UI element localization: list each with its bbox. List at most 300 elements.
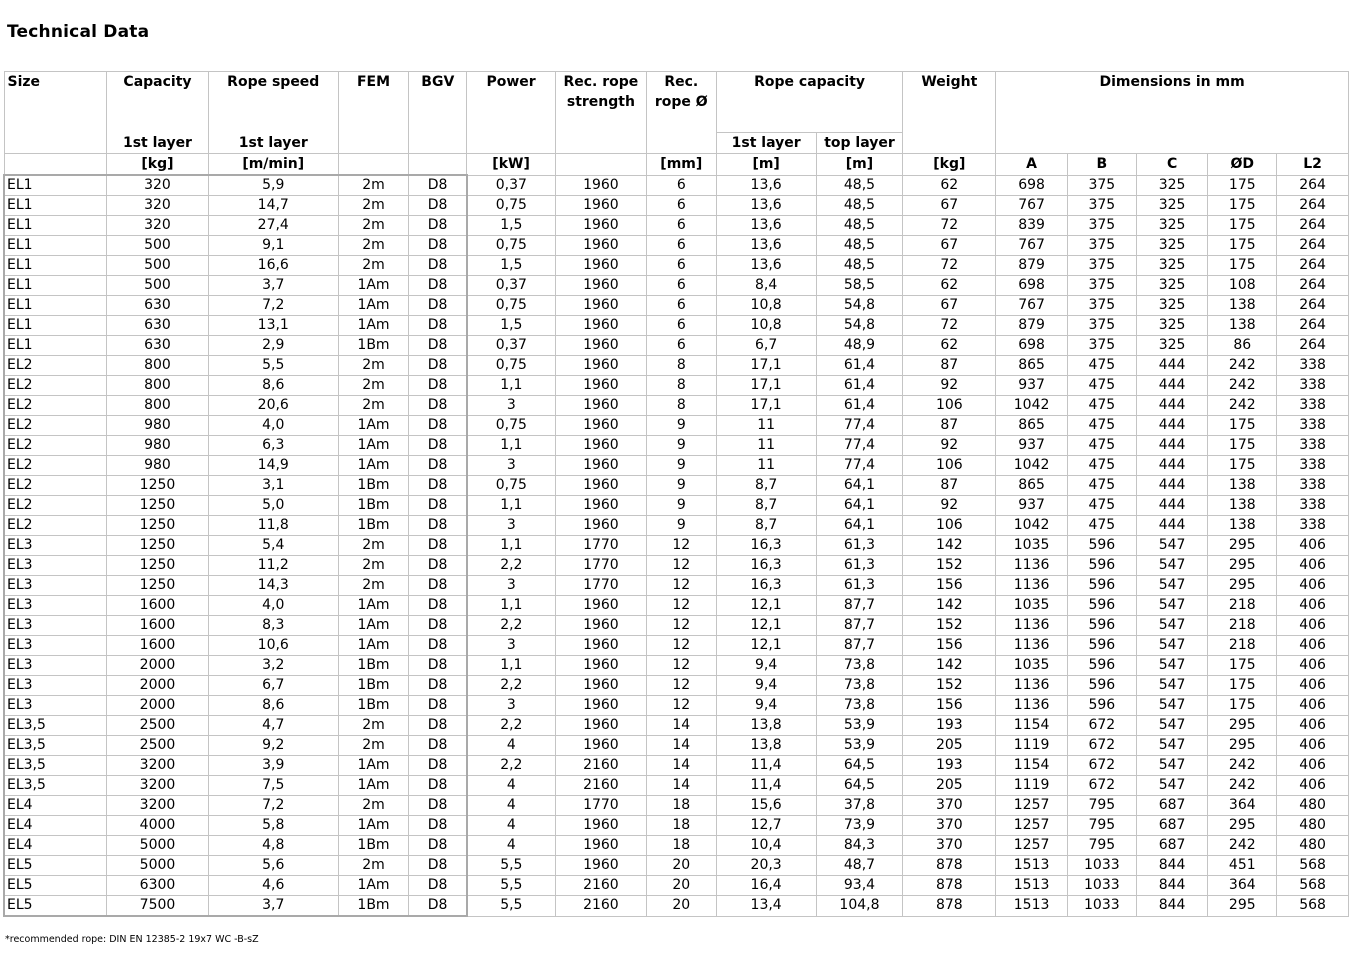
table-cell: 1033 xyxy=(1067,896,1136,917)
table-cell: 14 xyxy=(646,716,716,736)
table-cell: 5,6 xyxy=(208,856,338,876)
table-cell: 1,1 xyxy=(467,656,556,676)
table-cell: 242 xyxy=(1208,756,1277,776)
table-row xyxy=(4,336,1349,356)
table-cell: 444 xyxy=(1136,456,1208,476)
table-cell: D8 xyxy=(409,516,467,536)
technical-data-table xyxy=(3,71,1349,917)
table-cell: 596 xyxy=(1067,676,1136,696)
table-cell: 1,1 xyxy=(467,496,556,516)
table-cell: EL2 xyxy=(4,416,107,436)
table-cell: 4 xyxy=(467,836,556,856)
table-cell: 64,1 xyxy=(816,516,903,536)
table-cell: 937 xyxy=(996,496,1068,516)
unit-cell: [m] xyxy=(816,154,903,176)
table-row xyxy=(4,856,1349,876)
table-cell: EL2 xyxy=(4,396,107,416)
table-cell: D8 xyxy=(409,396,467,416)
table-cell: 264 xyxy=(1277,196,1349,216)
table-cell: 3,1 xyxy=(208,476,338,496)
unit-cell: [kg] xyxy=(903,154,996,176)
unit-cell: [kW] xyxy=(467,154,556,176)
table-cell: 1513 xyxy=(996,896,1068,917)
table-cell: 11,4 xyxy=(716,756,816,776)
table-cell: 0,75 xyxy=(467,196,556,216)
table-cell: 630 xyxy=(107,336,209,356)
table-cell: 320 xyxy=(107,175,209,196)
table-cell: 295 xyxy=(1208,896,1277,917)
table-cell: D8 xyxy=(409,456,467,476)
table-cell: 1960 xyxy=(555,276,646,296)
table-cell: 375 xyxy=(1067,175,1136,196)
table-cell: 338 xyxy=(1277,436,1349,456)
table-cell: 2m xyxy=(338,396,409,416)
table-cell: 547 xyxy=(1136,536,1208,556)
table-cell: 1960 xyxy=(555,676,646,696)
table-cell: 106 xyxy=(903,396,996,416)
table-cell: 11 xyxy=(716,436,816,456)
table-cell: 1,5 xyxy=(467,316,556,336)
table-cell: 1Am xyxy=(338,316,409,336)
table-cell: 937 xyxy=(996,436,1068,456)
table-cell: 12,7 xyxy=(716,816,816,836)
table-cell: 1,1 xyxy=(467,436,556,456)
table-cell: 480 xyxy=(1277,816,1349,836)
table-cell: 175 xyxy=(1208,676,1277,696)
table-cell: 338 xyxy=(1277,456,1349,476)
table-cell: 1960 xyxy=(555,616,646,636)
table-cell: 138 xyxy=(1208,516,1277,536)
table-cell: 9 xyxy=(646,476,716,496)
table-cell: 11 xyxy=(716,456,816,476)
table-cell: 475 xyxy=(1067,436,1136,456)
table-cell: 205 xyxy=(903,736,996,756)
table-cell: 15,6 xyxy=(716,796,816,816)
table-cell: 1Am xyxy=(338,636,409,656)
table-cell: 16,3 xyxy=(716,536,816,556)
table-cell: 10,4 xyxy=(716,836,816,856)
table-cell: 264 xyxy=(1277,336,1349,356)
table-row xyxy=(4,476,1349,496)
header-dimensions: Dimensions in mm xyxy=(996,72,1349,154)
table-cell: 5,5 xyxy=(208,356,338,376)
table-cell: 242 xyxy=(1208,396,1277,416)
table-cell: 687 xyxy=(1136,796,1208,816)
table-cell: 6,7 xyxy=(716,336,816,356)
table-cell: D8 xyxy=(409,496,467,516)
table-cell: 20,3 xyxy=(716,856,816,876)
table-row xyxy=(4,696,1349,716)
table-cell: 7,2 xyxy=(208,796,338,816)
table-cell: 72 xyxy=(903,216,996,236)
table-cell: 86 xyxy=(1208,336,1277,356)
table-cell: 295 xyxy=(1208,736,1277,756)
table-cell: 844 xyxy=(1136,876,1208,896)
header-rope-speed-sub: 1st layer xyxy=(238,135,308,151)
table-cell: 13,8 xyxy=(716,716,816,736)
table-cell: 16,3 xyxy=(716,576,816,596)
table-cell: 4 xyxy=(467,816,556,836)
table-cell: 444 xyxy=(1136,476,1208,496)
table-cell: EL1 xyxy=(4,276,107,296)
table-cell: D8 xyxy=(409,336,467,356)
table-cell: 672 xyxy=(1067,776,1136,796)
table-cell: 1042 xyxy=(996,396,1068,416)
table-cell: 61,4 xyxy=(816,396,903,416)
page-title: Technical Data xyxy=(7,22,150,42)
table-cell: 1Am xyxy=(338,776,409,796)
table-cell: 844 xyxy=(1136,896,1208,917)
table-cell: 1770 xyxy=(555,576,646,596)
table-row xyxy=(4,296,1349,316)
header-capacity xyxy=(107,72,209,154)
table-cell: 2m xyxy=(338,736,409,756)
table-cell: EL3,5 xyxy=(4,736,107,756)
unit-cell: ØD xyxy=(1208,154,1277,176)
table-cell: 156 xyxy=(903,636,996,656)
table-cell: 5,5 xyxy=(467,876,556,896)
table-cell: 375 xyxy=(1067,276,1136,296)
table-cell: 4,6 xyxy=(208,876,338,896)
unit-cell: [m] xyxy=(716,154,816,176)
table-cell: 767 xyxy=(996,236,1068,256)
table-cell: 175 xyxy=(1208,175,1277,196)
table-cell: 672 xyxy=(1067,756,1136,776)
table-cell: 54,8 xyxy=(816,316,903,336)
table-cell: 3,2 xyxy=(208,656,338,676)
table-cell: 264 xyxy=(1277,236,1349,256)
header-bgv: BGV xyxy=(409,72,467,154)
table-cell: 1042 xyxy=(996,516,1068,536)
table-cell: 2m xyxy=(338,796,409,816)
table-cell: 9 xyxy=(646,416,716,436)
table-cell: 12 xyxy=(646,596,716,616)
table-cell: 6300 xyxy=(107,876,209,896)
table-cell: 9 xyxy=(646,496,716,516)
table-cell: 698 xyxy=(996,175,1068,196)
table-row xyxy=(4,816,1349,836)
table-cell: 1960 xyxy=(555,436,646,456)
table-cell: 1257 xyxy=(996,796,1068,816)
table-cell: 375 xyxy=(1067,256,1136,276)
table-cell: 152 xyxy=(903,676,996,696)
table-cell: 64,1 xyxy=(816,476,903,496)
table-cell: 6 xyxy=(646,175,716,196)
table-cell: 67 xyxy=(903,236,996,256)
table-cell: 980 xyxy=(107,416,209,436)
table-cell: 568 xyxy=(1277,856,1349,876)
table-cell: 767 xyxy=(996,296,1068,316)
table-cell: 1600 xyxy=(107,616,209,636)
table-cell: 1960 xyxy=(555,396,646,416)
table-cell: 242 xyxy=(1208,836,1277,856)
table-cell: 138 xyxy=(1208,296,1277,316)
table-cell: 156 xyxy=(903,696,996,716)
table-cell: 1Bm xyxy=(338,476,409,496)
table-cell: 242 xyxy=(1208,356,1277,376)
table-cell: 6 xyxy=(646,236,716,256)
table-cell: 547 xyxy=(1136,576,1208,596)
table-row xyxy=(4,756,1349,776)
table-cell: D8 xyxy=(409,296,467,316)
table-cell: 1035 xyxy=(996,536,1068,556)
table-cell: 92 xyxy=(903,496,996,516)
table-cell: 8,3 xyxy=(208,616,338,636)
table-cell: 37,8 xyxy=(816,796,903,816)
table-row xyxy=(4,316,1349,336)
table-cell: 72 xyxy=(903,316,996,336)
table-cell: 800 xyxy=(107,356,209,376)
table-cell: D8 xyxy=(409,256,467,276)
table-cell: 72 xyxy=(903,256,996,276)
table-cell: 152 xyxy=(903,556,996,576)
table-cell: 406 xyxy=(1277,616,1349,636)
table-cell: 596 xyxy=(1067,576,1136,596)
table-cell: 1Am xyxy=(338,596,409,616)
table-cell: 6,3 xyxy=(208,436,338,456)
table-cell: 295 xyxy=(1208,536,1277,556)
table-cell: 1960 xyxy=(555,656,646,676)
table-cell: 795 xyxy=(1067,836,1136,856)
table-cell: 1250 xyxy=(107,576,209,596)
table-cell: 264 xyxy=(1277,316,1349,336)
table-cell: 480 xyxy=(1277,836,1349,856)
table-cell: 4,0 xyxy=(208,416,338,436)
table-cell: 13,4 xyxy=(716,896,816,917)
table-cell: 20 xyxy=(646,876,716,896)
header-rope-speed xyxy=(208,72,338,154)
table-cell: 547 xyxy=(1136,616,1208,636)
table-cell: 3 xyxy=(467,696,556,716)
table-cell: 67 xyxy=(903,296,996,316)
table-cell: 1960 xyxy=(555,336,646,356)
table-cell: 1136 xyxy=(996,636,1068,656)
table-cell: 0,75 xyxy=(467,236,556,256)
table-cell: 1Bm xyxy=(338,656,409,676)
table-cell: 142 xyxy=(903,536,996,556)
table-row xyxy=(4,396,1349,416)
table-cell: 12,1 xyxy=(716,596,816,616)
table-cell: 175 xyxy=(1208,656,1277,676)
header-rec-rope-strength xyxy=(555,72,646,154)
table-cell: 1513 xyxy=(996,856,1068,876)
table-cell: EL1 xyxy=(4,296,107,316)
table-cell: D8 xyxy=(409,316,467,336)
table-cell: 156 xyxy=(903,576,996,596)
table-row xyxy=(4,896,1349,917)
table-cell: 92 xyxy=(903,376,996,396)
table-cell: D8 xyxy=(409,636,467,656)
table-cell: 6 xyxy=(646,196,716,216)
table-cell: 698 xyxy=(996,276,1068,296)
table-cell: EL3,5 xyxy=(4,776,107,796)
table-cell: 77,4 xyxy=(816,456,903,476)
table-cell: 2m xyxy=(338,216,409,236)
table-cell: 218 xyxy=(1208,616,1277,636)
table-cell: EL1 xyxy=(4,196,107,216)
table-row xyxy=(4,596,1349,616)
table-cell: 2,2 xyxy=(467,616,556,636)
table-cell: 18 xyxy=(646,836,716,856)
table-cell: 547 xyxy=(1136,656,1208,676)
unit-cell: B xyxy=(1067,154,1136,176)
table-cell: 13,6 xyxy=(716,216,816,236)
table-cell: 175 xyxy=(1208,456,1277,476)
header-rec-rope-strength-line1: Rec. rope xyxy=(563,74,639,90)
table-cell: 5,4 xyxy=(208,536,338,556)
table-cell: 4,0 xyxy=(208,596,338,616)
table-cell: 406 xyxy=(1277,736,1349,756)
table-cell: 77,4 xyxy=(816,436,903,456)
table-cell: 370 xyxy=(903,796,996,816)
table-cell: 1136 xyxy=(996,676,1068,696)
table-cell: 14,3 xyxy=(208,576,338,596)
table-cell: 9,4 xyxy=(716,676,816,696)
table-cell: 4000 xyxy=(107,816,209,836)
table-cell: 672 xyxy=(1067,736,1136,756)
table-cell: 218 xyxy=(1208,636,1277,656)
table-row xyxy=(4,556,1349,576)
table-cell: 20,6 xyxy=(208,396,338,416)
table-cell: 264 xyxy=(1277,175,1349,196)
table-cell: EL3,5 xyxy=(4,756,107,776)
table-cell: 320 xyxy=(107,216,209,236)
table-cell: 1136 xyxy=(996,556,1068,576)
table-cell: 375 xyxy=(1067,196,1136,216)
table-cell: 1Bm xyxy=(338,696,409,716)
table-cell: 1,1 xyxy=(467,596,556,616)
table-cell: 338 xyxy=(1277,396,1349,416)
table-cell: 3,7 xyxy=(208,896,338,917)
table-row xyxy=(4,436,1349,456)
table-cell: 865 xyxy=(996,416,1068,436)
table-cell: 406 xyxy=(1277,536,1349,556)
table-cell: D8 xyxy=(409,536,467,556)
table-cell: D8 xyxy=(409,716,467,736)
table-cell: 444 xyxy=(1136,516,1208,536)
table-cell: 8 xyxy=(646,376,716,396)
table-cell: EL2 xyxy=(4,456,107,476)
table-cell: 48,5 xyxy=(816,256,903,276)
table-cell: 295 xyxy=(1208,556,1277,576)
table-cell: 2,2 xyxy=(467,756,556,776)
table-cell: 6,7 xyxy=(208,676,338,696)
table-cell: D8 xyxy=(409,776,467,796)
table-cell: 48,5 xyxy=(816,196,903,216)
table-cell: 8,7 xyxy=(716,516,816,536)
table-cell: 375 xyxy=(1067,336,1136,356)
table-cell: 193 xyxy=(903,756,996,776)
table-cell: 1960 xyxy=(555,376,646,396)
table-cell: 2m xyxy=(338,716,409,736)
table-cell: 1033 xyxy=(1067,856,1136,876)
table-cell: 14 xyxy=(646,736,716,756)
table-cell: 547 xyxy=(1136,756,1208,776)
table-cell: 1136 xyxy=(996,696,1068,716)
table-cell: 4 xyxy=(467,796,556,816)
table-cell: D8 xyxy=(409,896,467,917)
header-rope-capacity: Rope capacity xyxy=(716,72,903,133)
table-cell: EL1 xyxy=(4,216,107,236)
header-power: Power xyxy=(467,72,556,154)
table-cell: 500 xyxy=(107,276,209,296)
table-cell: 2500 xyxy=(107,736,209,756)
table-cell: 62 xyxy=(903,336,996,356)
table-cell: 218 xyxy=(1208,596,1277,616)
table-cell: 1960 xyxy=(555,236,646,256)
table-cell: EL3 xyxy=(4,576,107,596)
table-cell: 9,1 xyxy=(208,236,338,256)
table-cell: 6 xyxy=(646,296,716,316)
table-cell: 444 xyxy=(1136,496,1208,516)
table-cell: 8,4 xyxy=(716,276,816,296)
table-cell: 1119 xyxy=(996,776,1068,796)
table-cell: 1960 xyxy=(555,216,646,236)
table-cell: 1960 xyxy=(555,856,646,876)
table-cell: 596 xyxy=(1067,556,1136,576)
table-cell: 295 xyxy=(1208,816,1277,836)
table-cell: 475 xyxy=(1067,376,1136,396)
table-cell: 67 xyxy=(903,196,996,216)
table-cell: 2160 xyxy=(555,776,646,796)
table-cell: 338 xyxy=(1277,416,1349,436)
table-row xyxy=(4,736,1349,756)
table-cell: D8 xyxy=(409,696,467,716)
table-row xyxy=(4,516,1349,536)
table-cell: 61,3 xyxy=(816,556,903,576)
unit-cell: [m/min] xyxy=(208,154,338,176)
table-cell: 18 xyxy=(646,816,716,836)
table-cell: 264 xyxy=(1277,276,1349,296)
table-cell: 406 xyxy=(1277,656,1349,676)
table-cell: D8 xyxy=(409,836,467,856)
table-cell: 1250 xyxy=(107,476,209,496)
table-cell: 547 xyxy=(1136,696,1208,716)
table-row xyxy=(4,776,1349,796)
table-cell: 839 xyxy=(996,216,1068,236)
table-cell: 8,6 xyxy=(208,696,338,716)
table-cell: 2160 xyxy=(555,756,646,776)
table-cell: 14,7 xyxy=(208,196,338,216)
table-cell: 1Bm xyxy=(338,336,409,356)
header-size: Size xyxy=(4,72,107,154)
table-cell: D8 xyxy=(409,596,467,616)
table-cell: 5,0 xyxy=(208,496,338,516)
table-cell: 568 xyxy=(1277,876,1349,896)
unit-cell: A xyxy=(996,154,1068,176)
table-cell: 1136 xyxy=(996,616,1068,636)
table-cell: 338 xyxy=(1277,376,1349,396)
table-cell: D8 xyxy=(409,816,467,836)
table-cell: 9,4 xyxy=(716,696,816,716)
table-cell: 1Am xyxy=(338,816,409,836)
unit-cell xyxy=(338,154,409,176)
table-cell: 2,2 xyxy=(467,556,556,576)
table-cell: 375 xyxy=(1067,316,1136,336)
table-cell: 844 xyxy=(1136,856,1208,876)
unit-cell xyxy=(555,154,646,176)
table-cell: 5,9 xyxy=(208,175,338,196)
table-cell: 12 xyxy=(646,696,716,716)
table-cell: 12 xyxy=(646,676,716,696)
table-cell: 264 xyxy=(1277,256,1349,276)
header-rec-rope-diameter-line1: Rec. xyxy=(664,74,699,90)
header-rope-capacity-top-layer: top layer xyxy=(816,133,903,154)
table-cell: 1960 xyxy=(555,196,646,216)
table-cell: 406 xyxy=(1277,576,1349,596)
table-cell: 444 xyxy=(1136,356,1208,376)
table-cell: 12 xyxy=(646,656,716,676)
